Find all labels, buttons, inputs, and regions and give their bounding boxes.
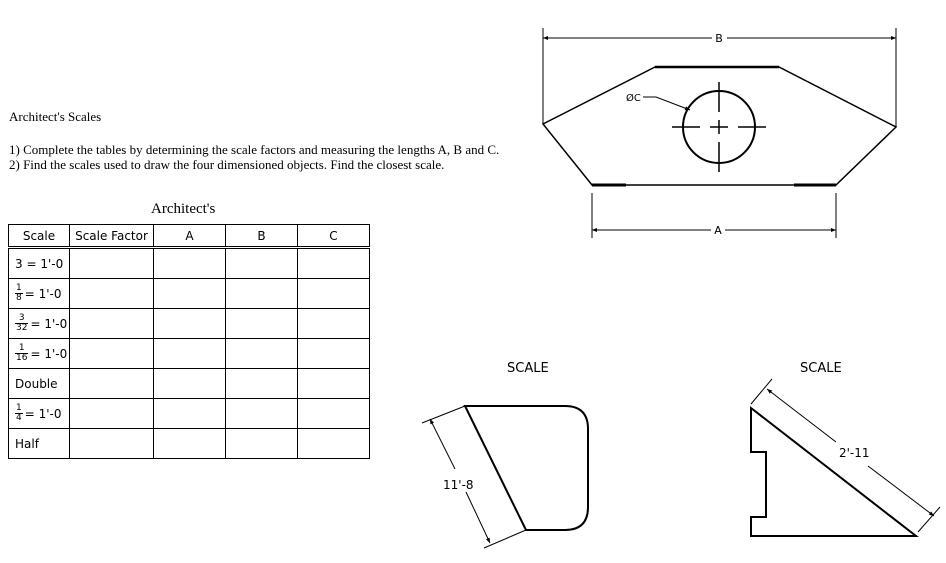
fraction-numerator: 1 [16,403,22,413]
scale-suffix: = 1'-0 [30,316,68,331]
scale-suffix: = 1'-0 [24,286,62,301]
header-c: C [298,225,370,248]
instruction-2: 2) Find the scales used to draw the four dimensioned objects. Find the closest scale. [9,157,445,172]
document-title: Architect's Scales [9,109,102,124]
dimension-c-label: ØC [626,93,641,104]
scale-suffix: = 1'-0 [24,406,62,421]
object-left-dim-line-2 [466,492,490,543]
fraction-denominator: 16 [16,353,28,363]
fraction-denominator: 32 [16,323,28,333]
object-right-dimension: 2'-11 [839,446,870,460]
object-left-ext-top [422,406,465,423]
object-right-outline [751,408,916,536]
scale-cell: Half [9,429,70,459]
fraction-denominator: 8 [16,293,22,303]
object-left-dimension: 11'-8 [443,478,474,492]
object-left-outline [465,406,588,530]
object-right-dim-line-1 [767,389,836,442]
fraction-numerator: 1 [16,283,22,293]
scale-cell: Double [9,369,70,399]
fraction-denominator: 4 [16,413,22,423]
scale-cell: 3 = 1'-0 [9,248,70,279]
object-right-drawing [751,361,940,536]
scale-suffix: = 1'-0 [30,346,68,361]
dimension-a-label: A [714,224,722,237]
header-b: B [226,225,298,248]
object-left-drawing [422,361,588,548]
header-scale-factor: Scale Factor [70,225,154,248]
leader-c [643,97,690,110]
center-mark [672,82,766,172]
object-left-dim-line-1 [430,419,455,469]
object-right-scale-label: SCALE [800,361,842,376]
object-left-ext-bottom [484,530,526,548]
header-scale: Scale [9,225,70,248]
object-right-dim-line-2 [868,466,934,516]
header-a: A [154,225,226,248]
instruction-1: 1) Complete the tables by determining the scale factors and measuring the lengths A, B and C. [9,142,500,157]
fraction-numerator: 3 [15,314,28,324]
object-left-scale-label: SCALE [507,361,549,376]
dimension-b-label: B [715,32,723,45]
object-right-ext-top [751,379,772,404]
fraction-numerator: 1 [15,344,28,354]
plate-drawing [543,28,896,238]
object-right-ext-bottom [918,507,940,532]
table-title: Architect's [151,201,216,217]
